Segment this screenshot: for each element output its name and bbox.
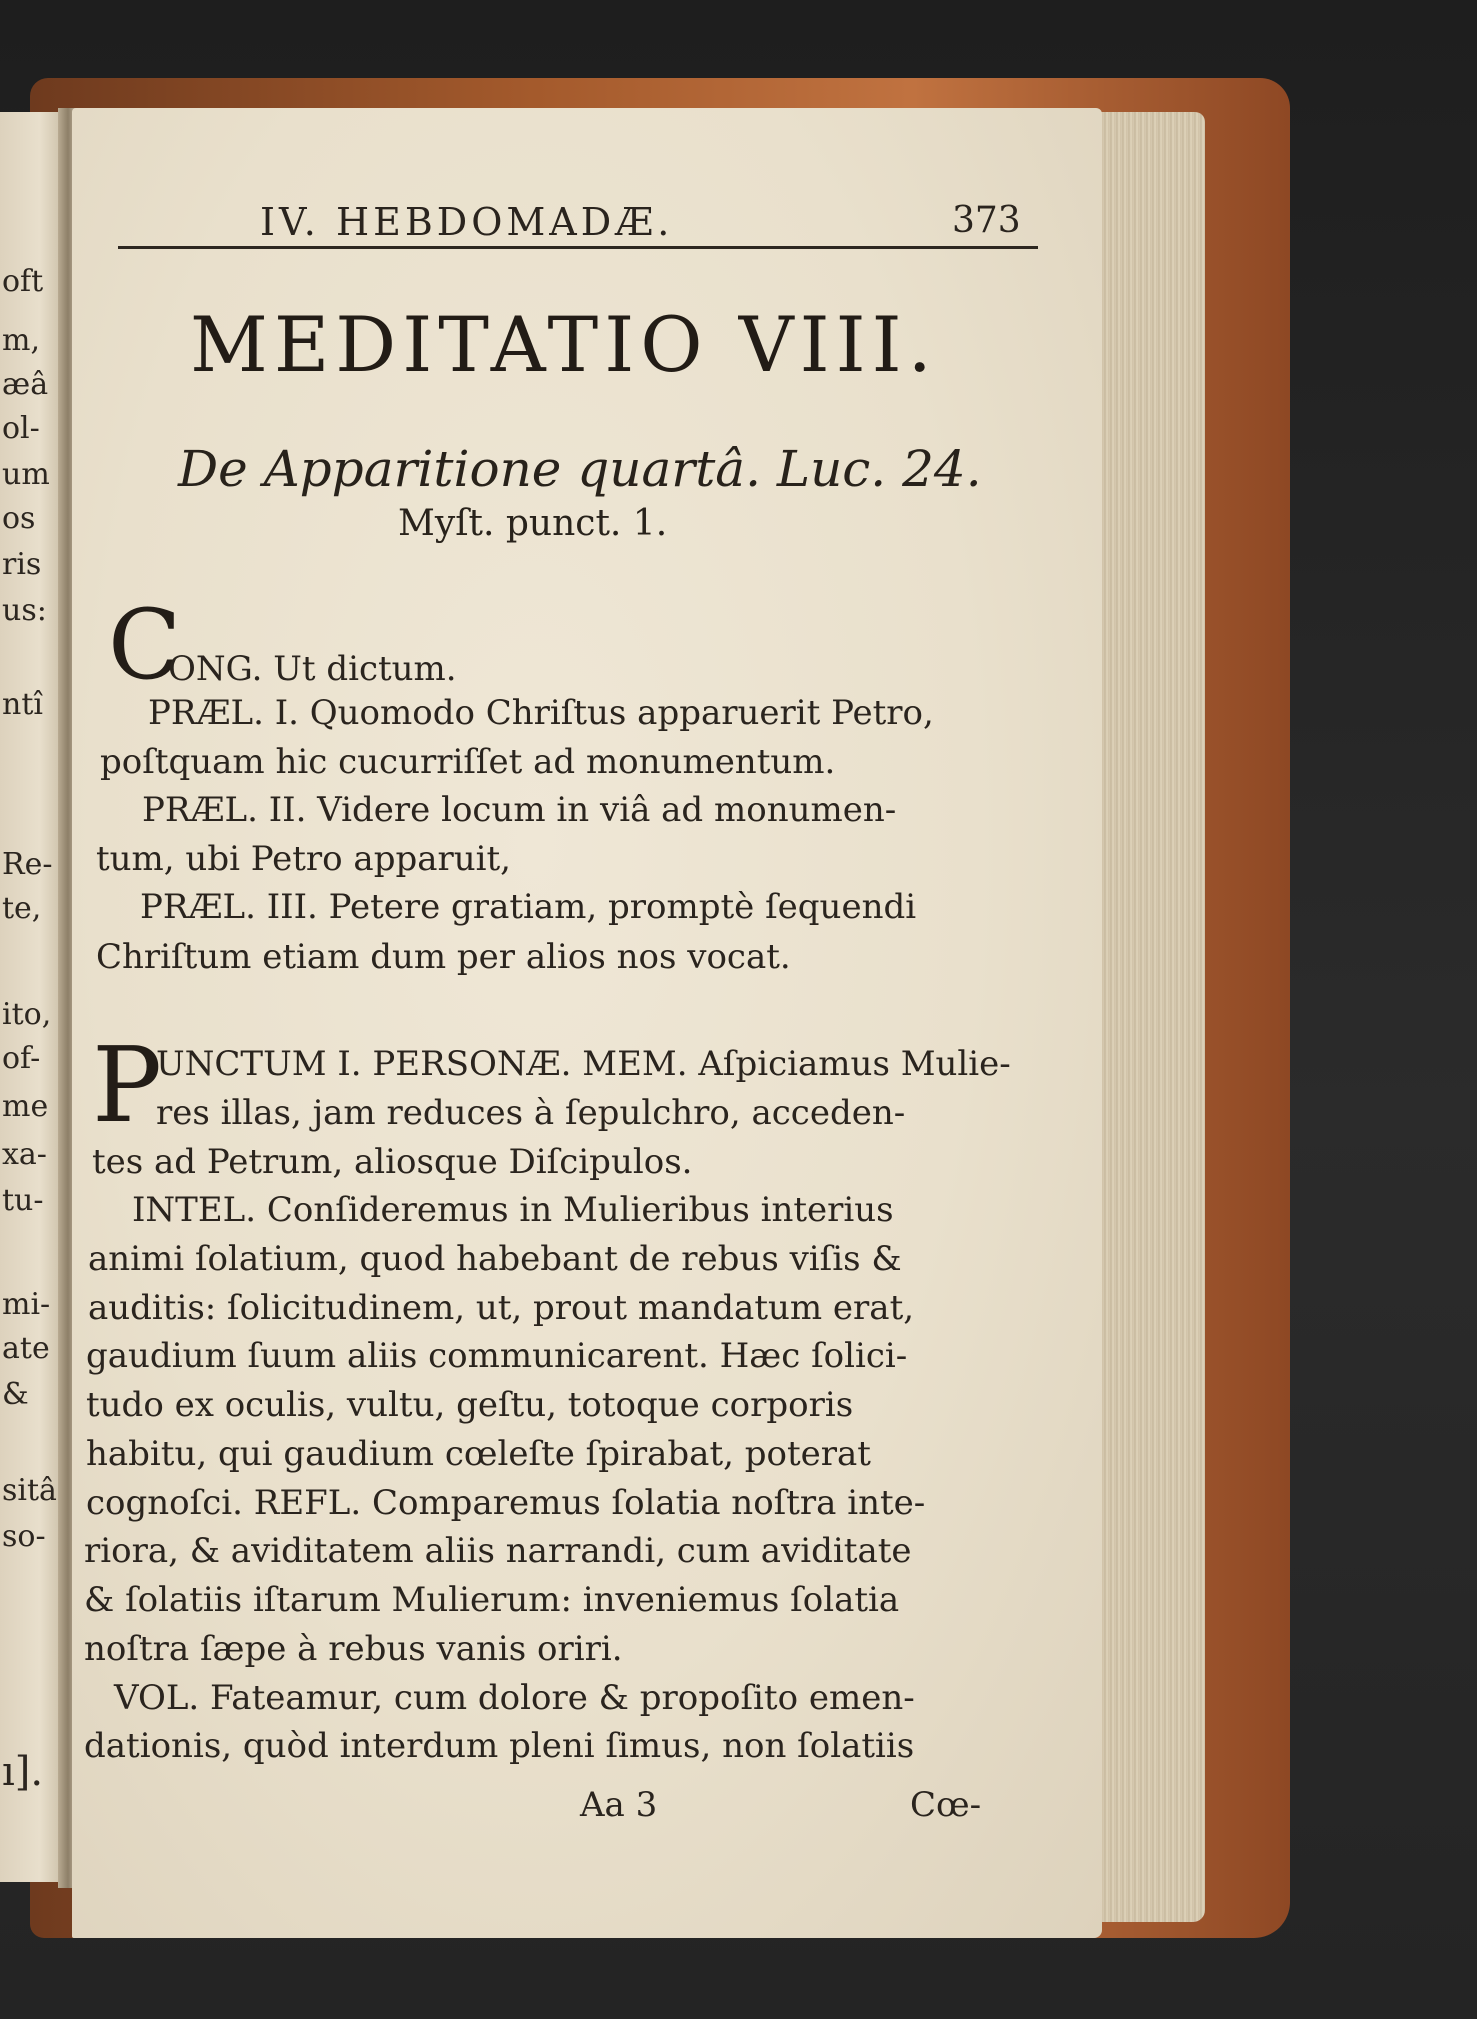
meditation-title: MEDITATIO VIII. <box>190 300 938 389</box>
text-line: gaudium ſuum aliis communicarent. Hæc ſolici- <box>86 1336 908 1376</box>
text-line: VOL. Fateamur, cum dolore & propoſito emen- <box>114 1678 915 1718</box>
text-line: animi ſolatium, quod habebant de rebus viſis & <box>88 1239 902 1279</box>
text-line: tum, ubi Petro apparuit, <box>96 839 511 879</box>
text-line: PRÆL. II. Videre locum in viâ ad monumen- <box>142 790 897 830</box>
margin-fragment: so- <box>2 1519 46 1554</box>
margin-fragment: m, <box>2 323 40 358</box>
margin-fragment: ate <box>2 1331 50 1366</box>
margin-fragment: ris <box>2 547 42 582</box>
text-line: ONG. Ut dictum. <box>168 649 457 689</box>
text-line: tes ad Petrum, aliosque Diſcipulos. <box>92 1142 693 1182</box>
drop-cap: C <box>108 589 182 701</box>
meditation-subtitle: De Apparitione quartâ. Luc. 24. <box>178 440 982 498</box>
text-line: & ſolatiis iſtarum Mulierum: inveniemus ſolatia <box>84 1580 900 1620</box>
text-line: Chriſtum etiam dum per alios nos vocat. <box>96 937 791 977</box>
margin-fragment: me <box>2 1089 49 1124</box>
previous-page-edge <box>0 112 66 1882</box>
margin-fragment: mi- <box>2 1287 51 1322</box>
text-line: res illas, jam reduces à ſepulchro, acceden- <box>156 1093 906 1133</box>
margin-fragment: te, <box>2 891 42 926</box>
text-line: poſtquam hic cucurriſſet ad monumentum. <box>100 742 836 782</box>
text-line: riora, & aviditatem aliis narrandi, cum aviditate <box>84 1531 912 1571</box>
text-line: auditis: ſolicitudinem, ut, prout mandatum erat, <box>88 1288 915 1328</box>
running-head: IV. HEBDOMADÆ. <box>260 200 674 244</box>
margin-fragment: ol- <box>2 411 40 446</box>
text-line: dationis, quòd interdum pleni ſimus, non ſolatiis <box>84 1726 915 1766</box>
margin-fragment: xa- <box>2 1137 47 1172</box>
catchword: Cœ- <box>910 1785 982 1825</box>
margin-fragment: æâ <box>2 367 49 402</box>
margin-fragment: Re- <box>2 847 53 882</box>
text-line: UNCTUM I. PERSONÆ. MEM. Aſpiciamus Mulie- <box>156 1044 1011 1084</box>
page-block-edges <box>1085 112 1205 1922</box>
margin-fragment: oft <box>2 264 44 299</box>
text-line: cognoſci. REFL. Comparemus ſolatia noſtra inte- <box>86 1483 926 1523</box>
text-line: PRÆL. III. Petere gratiam, promptè ſequendi <box>140 887 917 927</box>
margin-fragment: ito, <box>2 997 52 1032</box>
text-line: noſtra ſæpe à rebus vanis oriri. <box>84 1629 623 1669</box>
margin-fragment: tu- <box>2 1183 44 1218</box>
text-line: INTEL. Conſideremus in Mulieribus interius <box>132 1190 894 1230</box>
meditation-subtitle-2: Myſt. punct. 1. <box>398 503 668 544</box>
margin-fragment: um <box>2 457 50 492</box>
margin-fragment: sitâ <box>2 1473 57 1508</box>
text-line: tudo ex oculis, vultu, geſtu, totoque corporis <box>86 1385 854 1425</box>
page-number: 373 <box>952 200 1021 241</box>
margin-fragment: os <box>2 501 36 536</box>
text-line: PRÆL. I. Quomodo Chriſtus apparuerit Petro, <box>148 693 934 733</box>
header-rule <box>118 246 1038 249</box>
margin-fragment: us: <box>2 593 47 628</box>
margin-fragment: ntî <box>2 687 43 722</box>
margin-fragment: ı]. <box>2 1749 44 1795</box>
margin-fragment: & <box>2 1377 29 1412</box>
margin-fragment: of- <box>2 1041 41 1076</box>
signature-mark: Aa 3 <box>580 1785 658 1825</box>
drop-cap: P <box>92 1024 162 1146</box>
text-line: habitu, qui gaudium cœleſte ſpirabat, poterat <box>86 1434 871 1474</box>
